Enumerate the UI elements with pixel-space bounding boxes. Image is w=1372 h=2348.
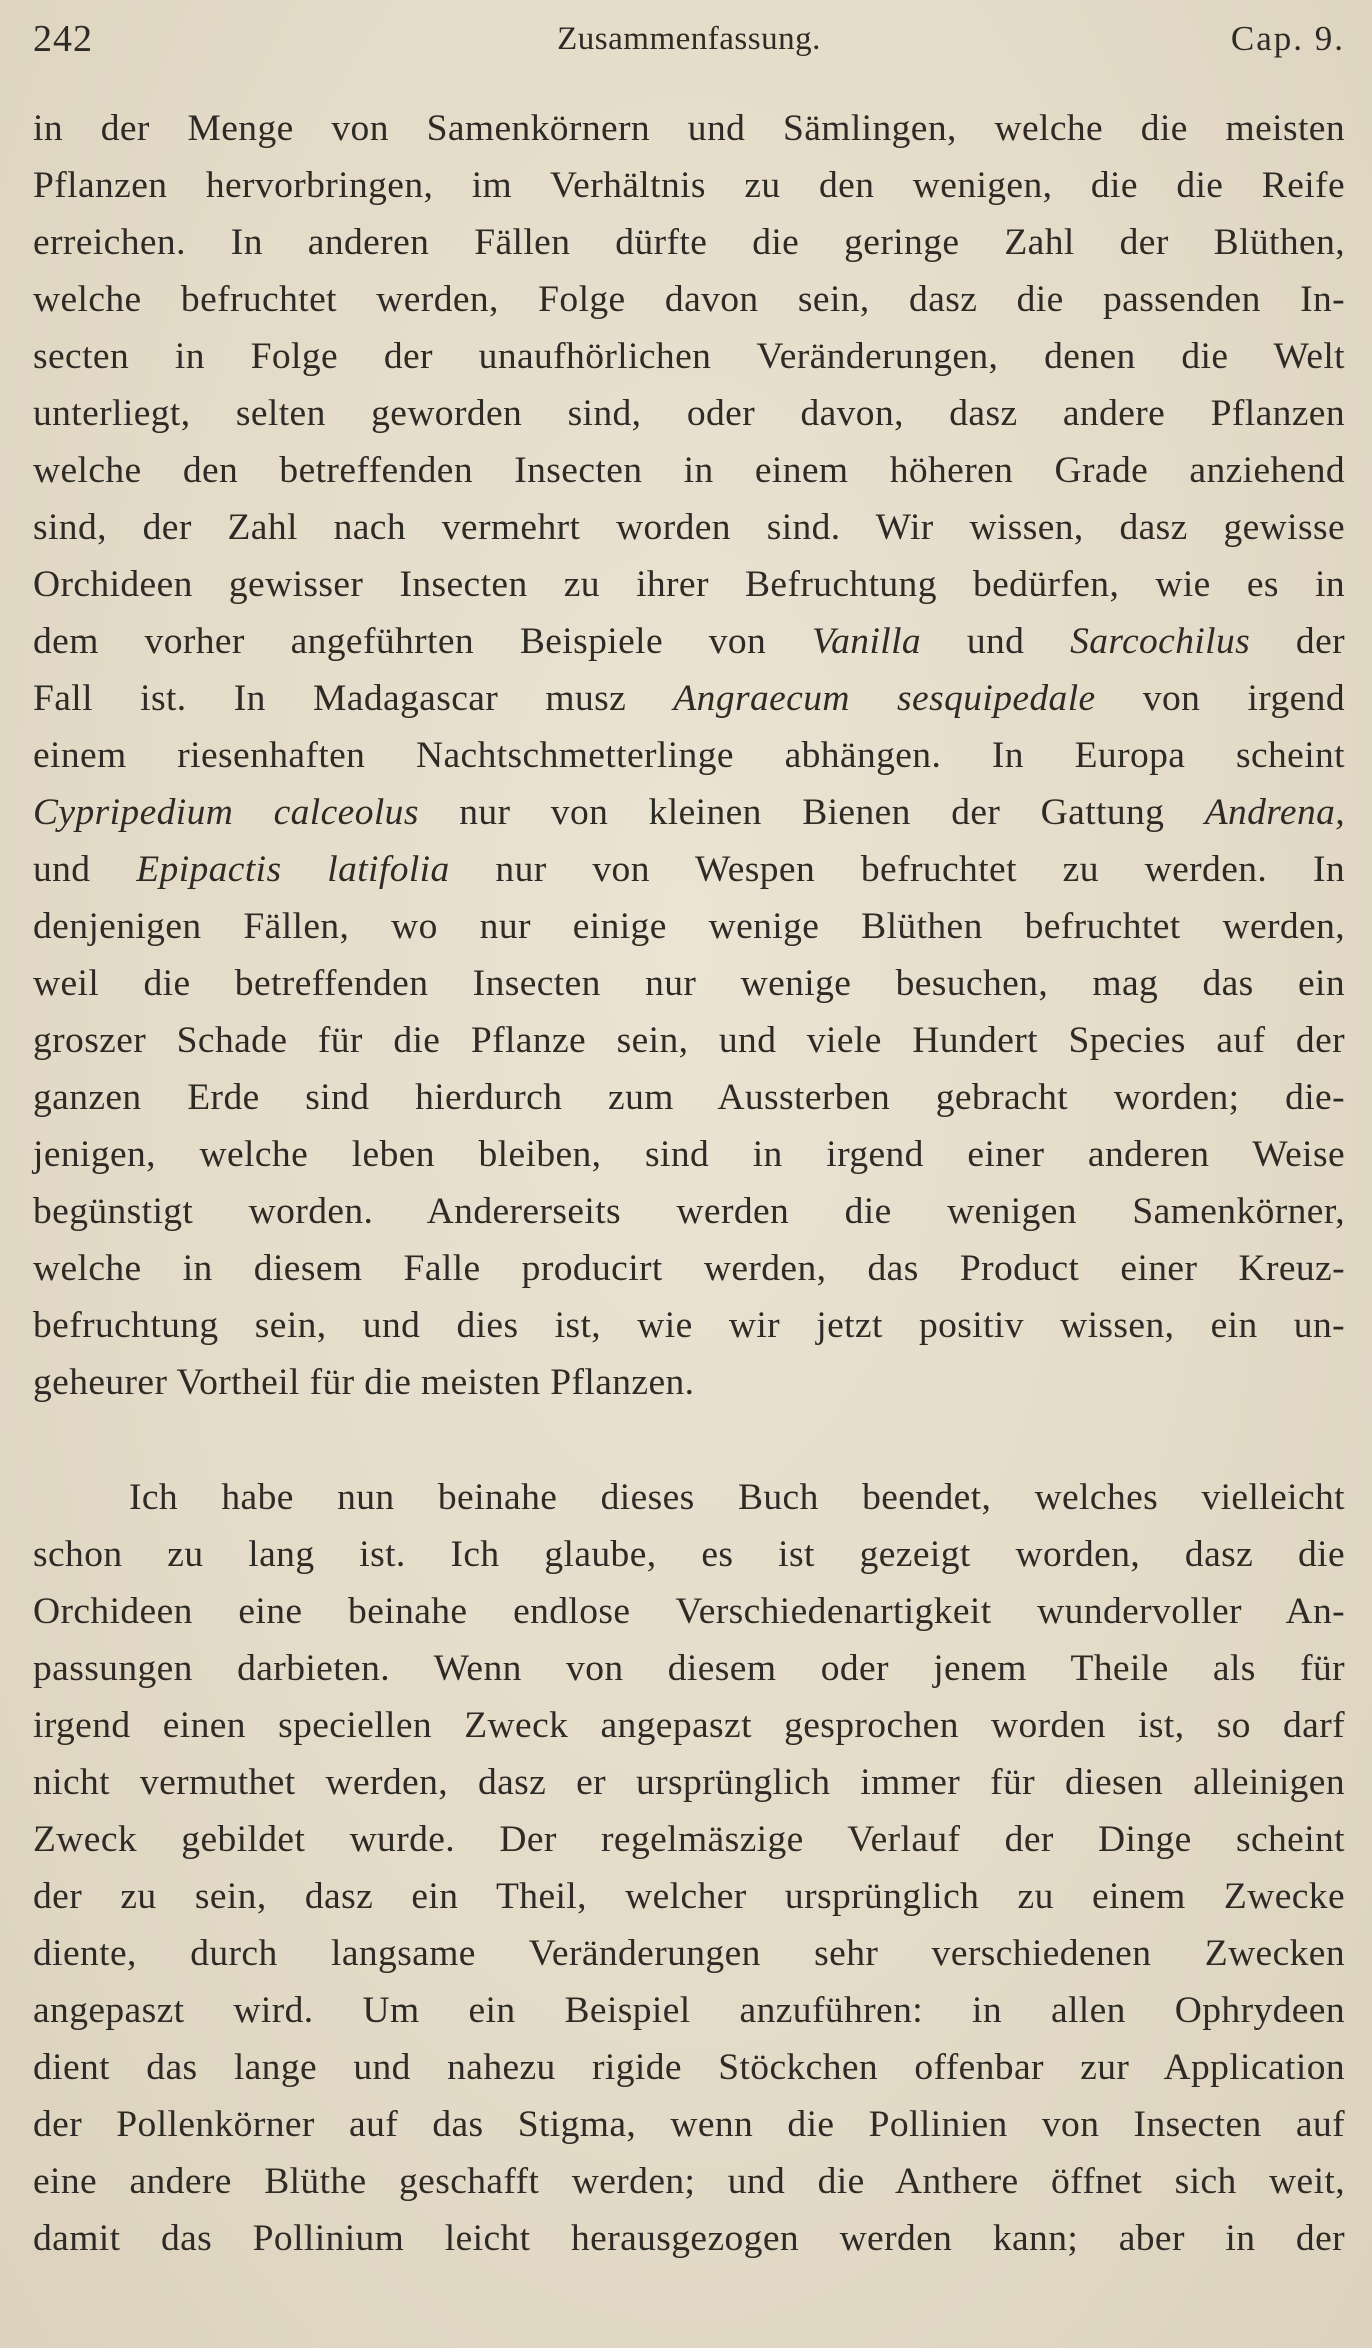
text-line: angepaszt wird. Um ein Beispiel anzuführen: in allen Ophrydeen xyxy=(33,1990,1345,2031)
roman-text: der xyxy=(1250,621,1346,662)
text-line: schon zu lang ist. Ich glaube, es ist gezeigt worden, dasz die xyxy=(33,1534,1345,1575)
text-line: sind, der Zahl nach vermehrt worden sind. Wir wissen, dasz gewisse xyxy=(33,507,1345,548)
italic-genus-sarcochilus: Sarcochilus xyxy=(1070,621,1251,662)
text-line: befruchtung sein, und dies ist, wie wir jetzt positiv wissen, ein un- xyxy=(33,1305,1345,1346)
text-line-mixed xyxy=(33,841,1345,898)
italic-genus-vanilla: Vanilla xyxy=(812,621,922,662)
chapter-label: Cap. 9. xyxy=(1230,19,1345,58)
roman-text: dem vorher angeführten Beispiele von xyxy=(33,621,812,662)
text-line: jenigen, welche leben bleiben, sind in irgend einer anderen Weise xyxy=(33,1134,1345,1175)
text-line: welche befruchtet werden, Folge davon sein, dasz die passenden In- xyxy=(33,279,1345,320)
text-line: nicht vermuthet werden, dasz er ursprünglich immer für diesen alleinigen xyxy=(33,1762,1345,1803)
text-line: der zu sein, dasz ein Theil, welcher ursprünglich zu einem Zwecke xyxy=(33,1876,1345,1917)
paragraph-2 xyxy=(33,1469,1345,2267)
text-line: ganzen Erde sind hierdurch zum Aussterben gebracht worden; die- xyxy=(33,1077,1345,1118)
text-line: unterliegt, selten geworden sind, oder davon, dasz andere Pflanzen xyxy=(33,393,1345,434)
text-line: secten in Folge der unaufhörlichen Veränderungen, denen die Welt xyxy=(33,336,1345,377)
text-line: einem riesenhaften Nachtschmetterlinge abhängen. In Europa scheint xyxy=(33,735,1345,776)
text-line-mixed xyxy=(33,784,1345,841)
running-head xyxy=(33,14,1345,64)
text-line: eine andere Blüthe geschafft werden; und die Anthere öffnet sich weit, xyxy=(33,2161,1345,2202)
text-line: Pflanzen hervorbringen, im Verhältnis zu den wenigen, die die Reife xyxy=(33,165,1345,206)
text-line: Orchideen eine beinahe endlose Verschiedenartigkeit wundervoller An- xyxy=(33,1591,1345,1632)
roman-text: und xyxy=(33,849,137,890)
book-page xyxy=(33,0,1345,2348)
text-line: weil die betreffenden Insecten nur wenige besuchen, mag das ein xyxy=(33,963,1345,1004)
roman-text: von irgend xyxy=(1095,678,1345,719)
text-line: passungen darbieten. Wenn von diesem oder jenem Theile als für xyxy=(33,1648,1345,1689)
text-line: welche in diesem Falle producirt werden, das Product einer Kreuz- xyxy=(33,1248,1345,1289)
italic-species-cypripedium: Cypripedium calceolus xyxy=(33,792,419,833)
text-line: begünstigt worden. Andererseits werden die wenigen Samenkörner, xyxy=(33,1191,1345,1232)
text-line: irgend einen speciellen Zweck angepaszt gesprochen worden ist, so darf xyxy=(33,1705,1345,1746)
text-line: geheurer Vortheil für die meisten Pflanzen. xyxy=(33,1362,695,1403)
italic-species-epipactis: Epipactis latifolia xyxy=(136,849,450,890)
text-line: der Pollenkörner auf das Stigma, wenn die Pollinien von Insecten auf xyxy=(33,2104,1345,2145)
italic-genus-andrena: Andrena, xyxy=(1204,792,1346,833)
text-line: damit das Pollinium leicht herausgezogen werden kann; aber in der xyxy=(33,2218,1345,2259)
text-line: in der Menge von Samenkörnern und Sämlingen, welche die meisten xyxy=(33,108,1345,149)
text-line: Orchideen gewisser Insecten zu ihrer Befruchtung bedürfen, wie es in xyxy=(33,564,1345,605)
roman-text: und xyxy=(921,621,1071,662)
italic-species-angraecum: Angraecum sesquipedale xyxy=(673,678,1096,719)
text-line: diente, durch langsame Veränderungen sehr verschiedenen Zwecken xyxy=(33,1933,1345,1974)
text-line: denjenigen Fällen, wo nur einige wenige Blüthen befruchtet werden, xyxy=(33,906,1345,947)
roman-text: nur von kleinen Bienen der Gattung xyxy=(418,792,1205,833)
text-line: dient das lange und nahezu rigide Stöckchen offenbar zur Application xyxy=(33,2047,1345,2088)
paragraph-1 xyxy=(33,100,1345,1411)
text-line: erreichen. In anderen Fällen dürfte die geringe Zahl der Blüthen, xyxy=(33,222,1345,263)
roman-text: Fall ist. In Madagascar musz xyxy=(33,678,674,719)
text-line-mixed xyxy=(33,670,1345,727)
text-line: Ich habe nun beinahe dieses Buch beendet, welches vielleicht xyxy=(129,1477,1345,1518)
text-line-mixed xyxy=(33,613,1345,670)
text-line: welche den betreffenden Insecten in einem höheren Grade anziehend xyxy=(33,450,1345,491)
roman-text: nur von Wespen befruchtet zu werden. In xyxy=(449,849,1345,890)
running-title: Zusammenfassung. xyxy=(557,21,821,57)
text-line: groszer Schade für die Pflanze sein, und viele Hundert Species auf der xyxy=(33,1020,1345,1061)
page-number: 242 xyxy=(33,18,93,60)
text-line: Zweck gebildet wurde. Der regelmäszige Verlauf der Dinge scheint xyxy=(33,1819,1345,1860)
